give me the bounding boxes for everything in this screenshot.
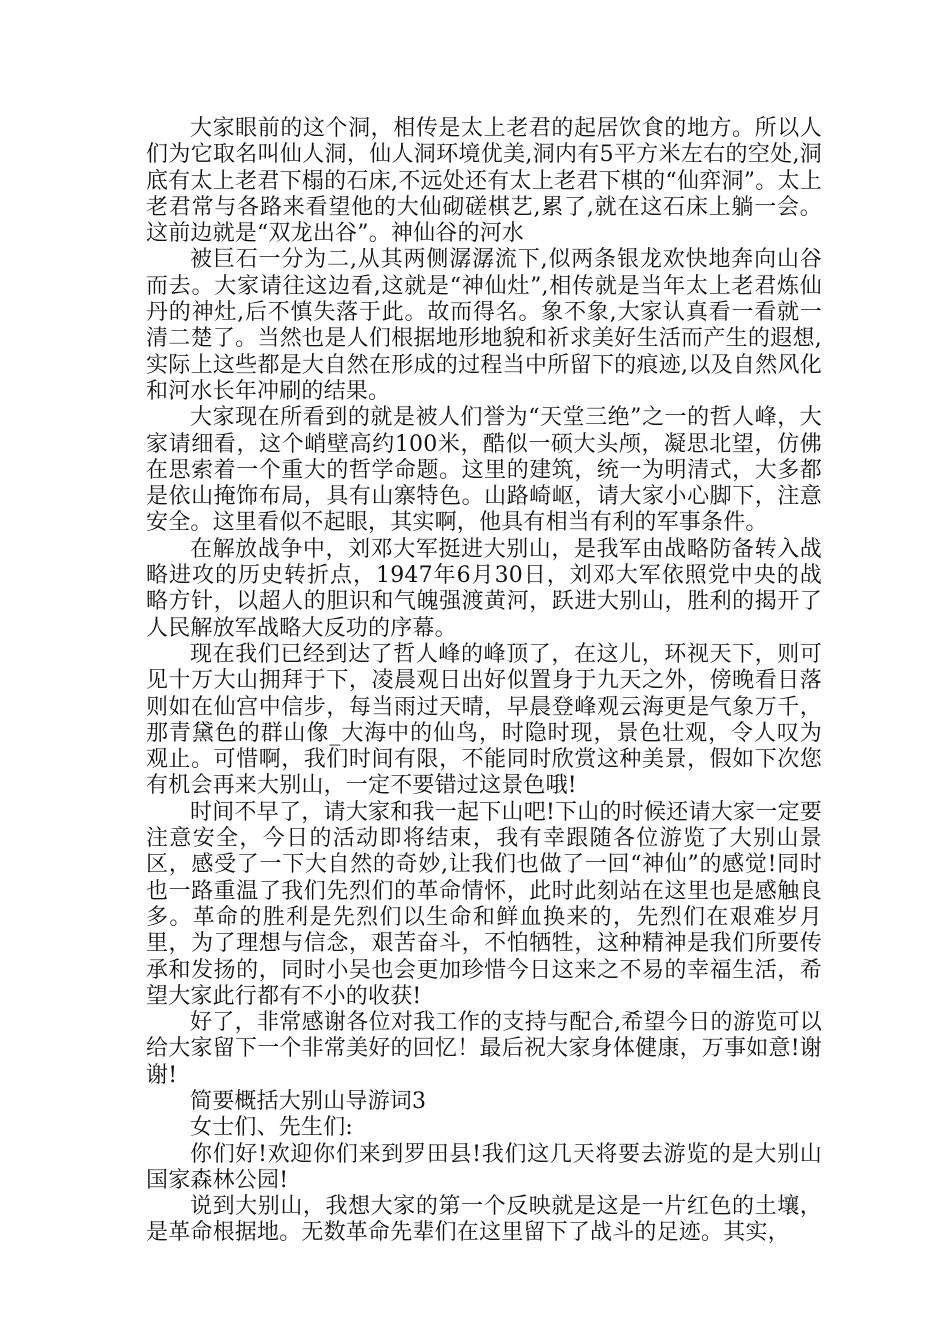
paragraph-greeting: 女士们、先生们: — [190, 1115, 354, 1141]
paragraph-thanks: 好了，非常感谢各位对我工作的支持与配合,希望今日的游览可以给大家留下一个非常美好的回忆！最后祝大家身体健康，万事如意!谢谢! — [146, 1010, 822, 1088]
paragraph-liberation-war: 在解放战争中，刘邓大军挺进大别山，是我军由战略防备转入战略进攻的历史转折点，1947年6月30日，刘邓大军依照党中央的战略方针，以超人的胆识和气魄强渡黄河，跃进大别山，胜利的揭开了人民解放军战略大反功的序幕。 — [146, 536, 822, 641]
paragraph-philosopher-peak: 大家现在所看到的就是被人们誉为“天堂三绝”之一的哲人峰，大家请细看，这个峭壁高约100米，酷似一硕大头颅，凝思北望，仿佛在思索着一个重大的哲学命题。这里的建筑，统一为明清式，大多都是依山掩饰布局，具有山寨特色。山路崎岖，请大家小心脚下，注意安全。这里看似不起眼，其实啊，他具有相当有利的军事条件。 — [146, 405, 822, 536]
paragraph-welcome: 你们好!欢迎你们来到罗田县!我们这几天将要去游览的是大别山国家森林公园! — [146, 1141, 822, 1193]
paragraph-intro: 说到大别山，我想大家的第一个反映就是这是一片红色的土壤，是革命根据地。无数革命先辈们在这里留下了战斗的足迹。其实， — [146, 1194, 822, 1246]
paragraph-cave: 大家眼前的这个洞，相传是太上老君的起居饮食的地方。所以人们为它取名叫仙人洞，仙人洞环境优美,洞内有5平方米左右的空处,洞底有太上老君下榻的石床,不远处还有太上老君下棋的“仙弈洞”。太上老君常与各路来看望他的大仙砌磋棋艺,累了,就在这石床上躺一会。这前边就是“双龙出谷”。神仙谷的河水 — [146, 116, 822, 247]
paragraph-farewell: 时间不早了，请大家和我一起下山吧!下山的时候还请大家一定要注意安全，今日的活动即将结束，我有幸跟随各位游览了大别山景区，感受了一下大自然的奇妙,让我们也做了一回“神仙”的感觉!同时也一路重温了我们先烈们的革命情怀，此时此刻站在这里也是感触良多。革命的胜利是先烈们以生命和鲜血换来的，先烈们在艰难岁月里，为了理想与信念，艰苦奋斗，不怕牺牲，这种精神是我们所要传承和发扬的，同时小吴也会更加珍惜今日这来之不易的幸福生活，希望大家此行都有不小的收获! — [146, 799, 822, 1009]
section-heading: 简要概括大别山导游词3 — [190, 1088, 427, 1114]
document-body — [146, 116, 822, 1247]
paragraph-stove: 被巨石一分为二,从其两侧潺潺流下,似两条银龙欢快地奔向山谷而去。大家请往这边看,这就是“神仙灶”,相传就是当年太上老君炼仙丹的神灶,后不慎失落于此。故而得名。象不象,大家认真看一看就一清二楚了。当然也是人们根据地形地貌和祈求美好生活而产生的遐想,实际上这些都是大自然在形成的过程当中所留下的痕迹,以及自然风化和河水长年冲刷的结果。 — [146, 247, 822, 404]
paragraph-summit: 现在我们已经到达了哲人峰的峰顶了，在这儿，环视天下，则可见十万大山拥拜于下，凌晨观日出好似置身于九天之外，傍晚看日落则如在仙宫中信步，每当雨过天晴，早晨登峰观云海更是气象万千，那青黛色的群山像_大海中的仙鸟，时隐时现，景色壮观，令人叹为观止。可惜啊，我们时间有限，不能同时欣赏这种美景，假如下次您有机会再来大别山，一定不要错过这景色哦! — [146, 641, 822, 799]
